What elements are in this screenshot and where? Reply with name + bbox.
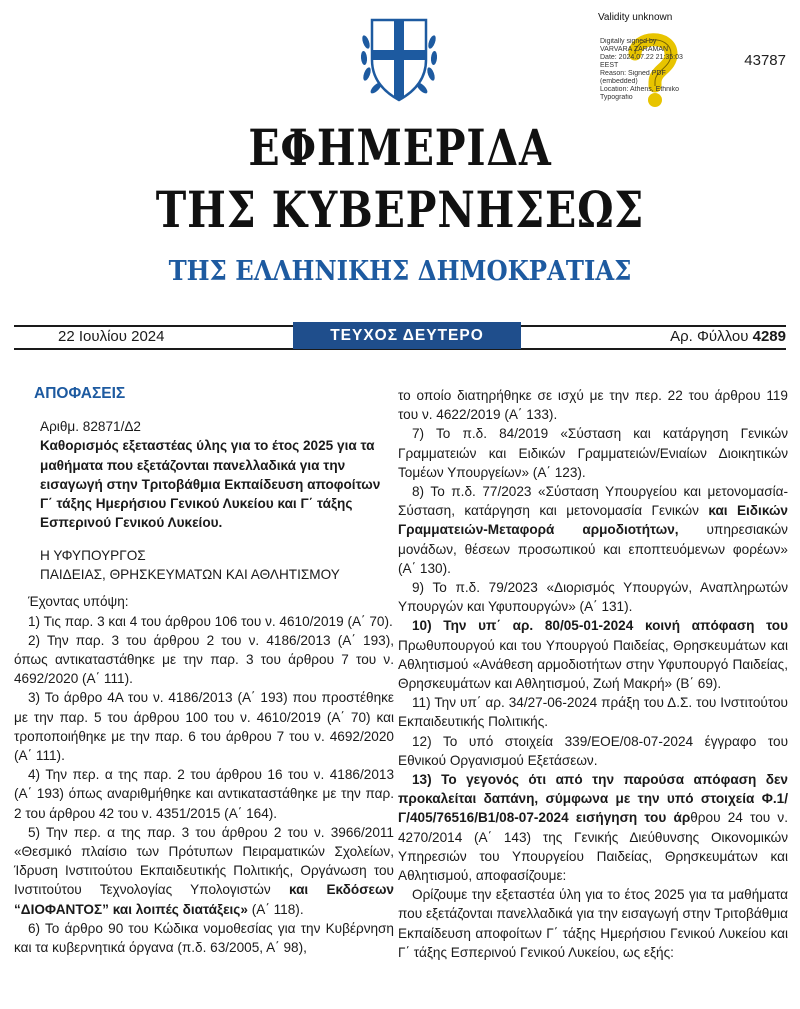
- signature-line: EEST: [600, 62, 619, 69]
- paragraph-6: 6) Το άρθρο 90 του Κώδικα νομοθεσίας για την Κυβέρνηση και τα κυβερνητικά όργανα (π.δ. 63/2005, Α΄ 98),: [14, 920, 394, 956]
- paragraph-1: 1) Τις παρ. 3 και 4 του άρθρου 106 του ν. 4610/2019 (Α΄ 70).: [28, 613, 393, 629]
- minister-line2: ΠΑΙΔΕΙΑΣ, ΘΡΗΣΚΕΥΜΑΤΩΝ ΚΑΙ ΑΘΛΗΤΙΣΜΟΥ: [40, 567, 340, 583]
- signature-line: Digitally signed by: [600, 38, 657, 45]
- paragraph-5-c: (Α΄ 118).: [247, 901, 304, 917]
- paragraph-14: Ορίζουμε την εξεταστέα ύλη για το έτος 2025 για τα μαθήματα που εξετάζονται πανελλαδικά για την εισαγωγή στην Τριτοβάθμια Εκπαίδευση αποφοίτων Γ΄ τάξης Ημερήσιου Γενικού Λυκείου και Γ΄ τάξης Εσπερινού Γενικού Λυκείου, ως εξής:: [398, 887, 788, 960]
- signature-line: Location: Athens, Ethniko: [600, 86, 679, 93]
- signature-validity: Validity unknown: [598, 12, 673, 23]
- paragraph-10-a: 10) Την υπ΄ αρ. 80/05-01-2024 κοινή απόφαση του: [412, 618, 788, 634]
- paragraph-10: [398, 616, 788, 693]
- gazette-title-line2: ΤΗΣ ΚΥΒΕΡΝΗΣΕΩΣ: [155, 180, 645, 239]
- paragraph-8: [398, 482, 788, 578]
- paragraph-12: 12) Το υπό στοιχεία 339/ΕΟΕ/08-07-2024 έγγραφο του Εθνικού Οργανισμού Εξετάσεων.: [398, 733, 788, 768]
- decision-number: Αριθμ. 82871/Δ2: [40, 419, 141, 435]
- minister-heading: [40, 546, 394, 584]
- paragraph-13: [398, 770, 788, 885]
- page-number: 43787: [744, 52, 786, 69]
- right-column: [398, 386, 788, 962]
- sheet-label: Αρ. Φύλλου: [670, 328, 749, 345]
- gazette-subtitle: ΤΗΣ ΕΛΛΗΝΙΚΗΣ ΔΗΜΟΚΡΑΤΙΑΣ: [168, 256, 632, 287]
- paragraph-13-a: 13) Το γεγονός ότι από την παρούσα απόφαση δεν προκαλείται δαπάνη, σύμφωνα με την υπό στοιχεία Φ.1/Γ/405/76516/Β1/08-07-2024 εισήγηση του άρ: [398, 772, 788, 826]
- paragraph-13-b: θρου 24 του ν. 4270/2014 (Α΄ 143) της Γενικής Διεύθυνσης Οικονομικών Υπηρεσιών του Υπουργείου Παιδείας, Θρησκευμάτων και Αθλητισμού, αποφασίζουμε:: [398, 810, 788, 884]
- signature-line: Typografio: [600, 94, 633, 101]
- sheet-number-value: 4289: [752, 328, 786, 345]
- issue-type: ΤΕΥΧΟΣ ΔΕΥΤΕΡΟ: [293, 322, 521, 349]
- paragraph-5-a: 5) Την περ. α της παρ. 3 του άρθρου 2 του ν. 3966/2011 «Θεσμικό πλαίσιο των Πρότυπων Πειραματικών Σχολείων, Ίδρυση Ινστιτούτου Εκπαιδευτικής Πολιτικής, Οργάνωση του Ινστιτούτου Τεχνολογίας Υπολογιστών: [14, 824, 394, 898]
- paragraph-11: 11) Την υπ΄ αρ. 34/27-06-2024 πράξη του Δ.Σ. του Ινστιτούτου Εκπαιδευτικής Πολιτικής.: [398, 695, 788, 730]
- paragraph-4: 4) Την περ. α της παρ. 2 του άρθρου 16 του ν. 4186/2013 (Α΄ 193) όπως αναριθμήθηκε και αντικαταστάθηκε με την παρ. 2 του άρθρου 42 του ν. 4351/2015 (Α΄ 164).: [14, 767, 394, 821]
- paragraph-8-c: υπηρεσιακών μονάδων, θέσεων προσωπικού και εποπτευόμενων φορέων» (Α΄ 130).: [398, 522, 788, 576]
- paragraph-2: 2) Την παρ. 3 του άρθρου 2 του ν. 4186/2013 (Α΄ 193), όπως αντικαταστάθηκε με την παρ. 3 του άρθρου 7 του ν. 4692/2020 (Α΄ 111).: [14, 632, 394, 687]
- paragraph-6-cont: το οποίο διατηρήθηκε σε ισχύ με την περ. 22 του άρθρου 119 του ν. 4622/2019 (Α΄ 133).: [398, 388, 788, 423]
- paragraph-8-a: 8) Το π.δ. 77/2023 «Σύσταση Υπουργείου και μετονομασία-Σύσταση, κατάργηση και μετονομασία Γενικών: [398, 484, 788, 519]
- paragraph-9: 9) Το π.δ. 79/2023 «Διορισμός Υπουργών, Αναπληρωτών Υπουργών και Υφυπουργών» (Α΄ 131).: [398, 580, 788, 615]
- digital-signature: [588, 12, 708, 112]
- minister-line1: Η ΥΦΥΠΟΥΡΓΟΣ: [40, 548, 146, 564]
- paragraph-10-b: Πρωθυπουργού και του Υπουργού Παιδείας, Θρησκευμάτων και Αθλητισμού «Ανάθεση αρμοδιοτήτων στην Υφυπουργό Παιδείας, Θρησκευμάτων και Αθλητισμού, Ζωή Μακρή» (Β΄ 69).: [398, 637, 788, 692]
- paragraph-7: 7) Το π.δ. 84/2019 «Σύσταση και κατάργηση Γενικών Γραμματειών και Ειδικών Γραμματειών/Ενιαίων Διοικητικών Τομέων Υπουργείων» (Α΄ 123).: [398, 426, 788, 480]
- greek-coat-of-arms-icon: [358, 12, 440, 102]
- sheet-number: [670, 328, 786, 345]
- signature-line: (embedded): [600, 78, 638, 85]
- signature-line: Reason: Signed PDF: [600, 70, 666, 77]
- left-column: [14, 384, 394, 957]
- paragraph-8-b: και Ειδικών Γραμματειών-Μεταφορά αρμοδιοτήτων,: [398, 503, 788, 538]
- paragraph-5: [14, 823, 394, 919]
- paragraph-5-b: και Εκδόσεων “ΔΙΟΦΑΝΤΟΣ” και λοιπές διατάξεις»: [14, 882, 394, 917]
- having-considered: Έχοντας υπόψη:: [28, 594, 129, 610]
- decision-title: Καθορισμός εξεταστέας ύλης για το έτος 2025 για τα μαθήματα που εξετάζονται πανελλαδικά για την εισαγωγή στην Τριτοβάθμια Εκπαίδευση αποφοίτων Γ΄ τάξης Ημερήσιου Γενικού Λυκείου και Γ΄ τάξης Εσπερινού Γενικού Λυκείου.: [40, 438, 381, 531]
- signature-line: Date: 2024.07.22 21:35:03: [600, 54, 683, 61]
- section-heading: ΑΠΟΦΑΣΕΙΣ: [34, 385, 126, 402]
- issue-date: 22 Ιουλίου 2024: [58, 328, 165, 345]
- paragraph-3: 3) Το άρθρο 4Α του ν. 4186/2013 (Α΄ 193) που προστέθηκε με την παρ. 5 του άρθρου 100 του ν. 4610/2019 (Α΄ 70) και τροποποιήθηκε με την παρ. 6 του άρθρου 7 του ν. 4692/2020 (Α΄ 111).: [14, 690, 394, 764]
- gazette-title-line1: ΕΦΗΜΕΡΙΔΑ: [248, 118, 552, 177]
- signature-line: VARVARA ZARAMAN: [600, 46, 669, 53]
